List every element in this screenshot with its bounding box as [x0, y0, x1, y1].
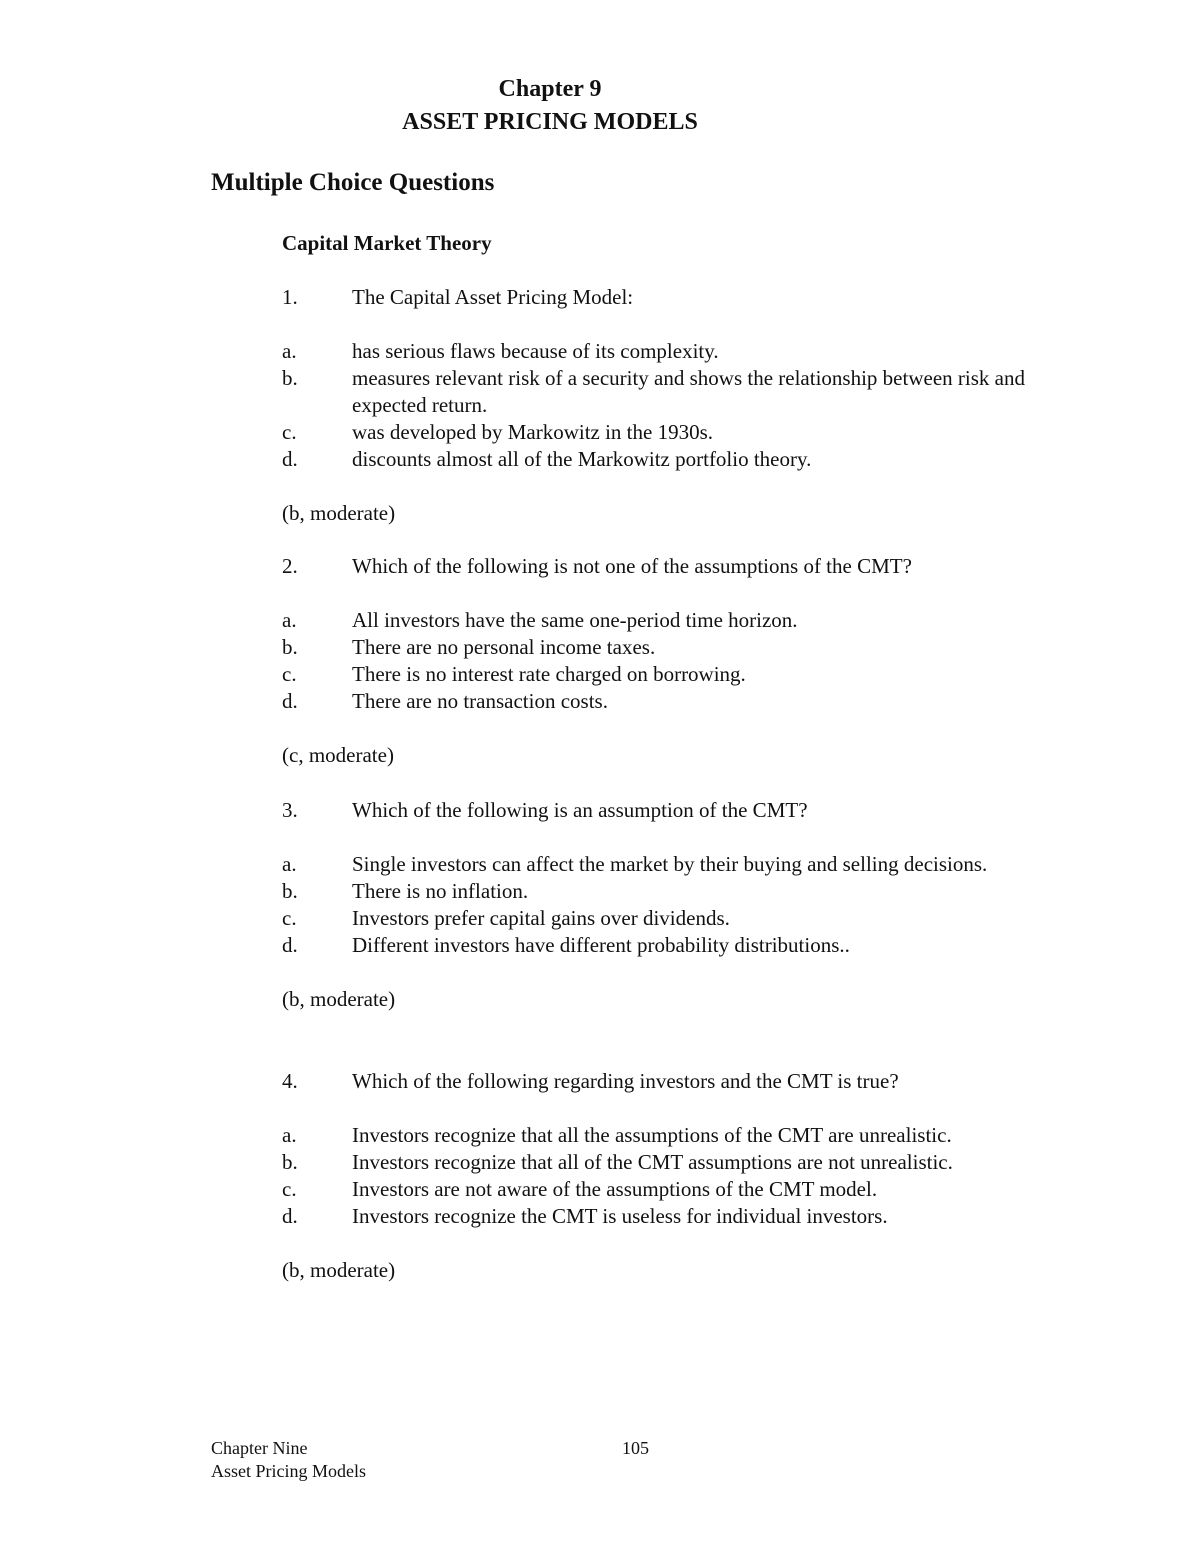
option-d: [282, 446, 1042, 473]
answer-key: (c, moderate): [282, 743, 394, 767]
option-c: [282, 419, 1042, 446]
option-text: There is no inflation.: [352, 879, 529, 903]
option-a: [282, 338, 1042, 365]
answer-key: (b, moderate): [282, 1258, 396, 1282]
option-letter: c.: [282, 906, 297, 930]
option-text: There are no transaction costs.: [352, 689, 608, 713]
option-a: [282, 607, 1042, 634]
option-letter: a.: [282, 339, 297, 363]
option-text: Single investors can affect the market by their buying and selling decisions.: [352, 852, 988, 876]
option-text: Investors prefer capital gains over dividends.: [352, 906, 730, 930]
question-number: 2.: [282, 554, 298, 578]
option-letter: d.: [282, 1204, 298, 1228]
option-letter: b.: [282, 1150, 298, 1174]
option-text: Investors recognize that all of the CMT assumptions are not unrealistic.: [352, 1150, 953, 1174]
option-a: [282, 851, 1042, 878]
question-3: [282, 797, 1042, 1013]
option-b: [282, 1149, 1042, 1176]
question-stem: [282, 284, 1042, 311]
option-letter: a.: [282, 852, 297, 876]
page-footer: [211, 1437, 366, 1483]
chapter-title: ASSET PRICING MODELS: [402, 109, 698, 135]
option-letter: a.: [282, 1123, 297, 1147]
chapter-number: Chapter 9: [498, 76, 602, 102]
option-text: There are no personal income taxes.: [352, 635, 656, 659]
question-1: [282, 284, 1042, 527]
option-text: was developed by Markowitz in the 1930s.: [352, 420, 714, 444]
question-number: 3.: [282, 798, 298, 822]
question-text: Which of the following is not one of the assumptions of the CMT?: [352, 554, 912, 578]
footer-chapter-subtitle: Asset Pricing Models: [211, 1461, 366, 1481]
option-d: [282, 688, 1042, 715]
question-stem: [282, 553, 1042, 580]
option-b: [282, 634, 1042, 661]
option-b: [282, 878, 1042, 905]
section-title: Multiple Choice Questions: [211, 169, 495, 196]
question-stem: [282, 1068, 1042, 1095]
page-number: 105: [622, 1438, 649, 1458]
question-number: 1.: [282, 285, 298, 309]
option-letter: c.: [282, 1177, 297, 1201]
option-text: measures relevant risk of a security and shows the relationship between risk and expected return.: [352, 366, 1025, 417]
option-letter: d.: [282, 447, 298, 471]
question-stem: [282, 797, 1042, 824]
option-c: [282, 661, 1042, 688]
option-text: discounts almost all of the Markowitz portfolio theory.: [352, 447, 812, 471]
question-number: 4.: [282, 1069, 298, 1093]
option-text: Different investors have different probability distributions..: [352, 933, 850, 957]
question-2: [282, 553, 1042, 769]
option-b: [282, 365, 1042, 419]
option-letter: a.: [282, 608, 297, 632]
answer-key: (b, moderate): [282, 987, 396, 1011]
option-text: All investors have the same one-period time horizon.: [352, 608, 798, 632]
option-text: Investors recognize the CMT is useless for individual investors.: [352, 1204, 888, 1228]
subsection-title: Capital Market Theory: [282, 231, 492, 255]
question-text: Which of the following regarding investors and the CMT is true?: [352, 1069, 899, 1093]
question-text: Which of the following is an assumption of the CMT?: [352, 798, 808, 822]
option-letter: d.: [282, 933, 298, 957]
option-text: has serious flaws because of its complexity.: [352, 339, 719, 363]
option-text: Investors recognize that all the assumptions of the CMT are unrealistic.: [352, 1123, 952, 1147]
option-letter: b.: [282, 879, 298, 903]
question-text: The Capital Asset Pricing Model:: [352, 285, 634, 309]
option-d: [282, 1203, 1042, 1230]
option-text: Investors are not aware of the assumptions of the CMT model.: [352, 1177, 878, 1201]
footer-chapter-label: Chapter Nine: [211, 1438, 308, 1458]
answer-key: (b, moderate): [282, 501, 396, 525]
option-letter: d.: [282, 689, 298, 713]
option-letter: b.: [282, 635, 298, 659]
option-a: [282, 1122, 1042, 1149]
option-letter: b.: [282, 366, 298, 390]
question-4: [282, 1068, 1042, 1284]
option-d: [282, 932, 1042, 959]
option-text: There is no interest rate charged on borrowing.: [352, 662, 746, 686]
option-letter: c.: [282, 420, 297, 444]
option-c: [282, 1176, 1042, 1203]
option-c: [282, 905, 1042, 932]
option-letter: c.: [282, 662, 297, 686]
